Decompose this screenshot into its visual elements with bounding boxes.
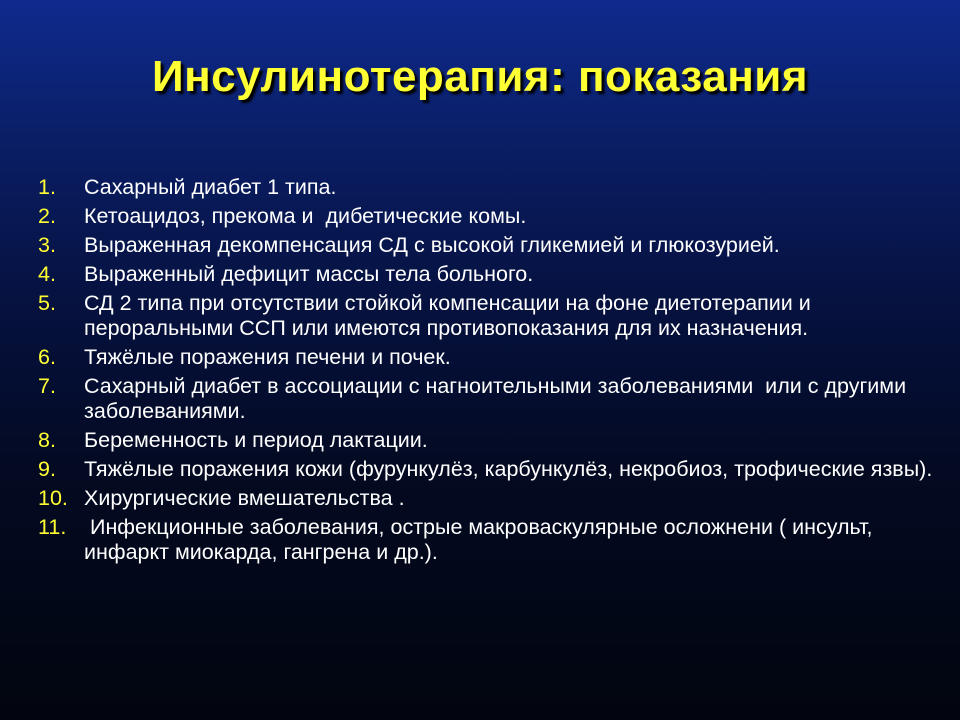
- list-item-number: 3.: [38, 233, 56, 257]
- list-item: [38, 345, 943, 370]
- list-item-number: 9.: [38, 457, 56, 481]
- list-item: [38, 175, 943, 200]
- list-item-number: 2.: [38, 204, 56, 228]
- list-item-text: Выраженная декомпенсация СД с высокой гликемией и глюкозурией.: [84, 233, 780, 257]
- list-item-number: 10.: [38, 486, 68, 510]
- list-item-number: 7.: [38, 374, 56, 398]
- list-item-text: Сахарный диабет в ассоциации с нагноительными заболеваниями или с другими заболеваниями.: [84, 374, 913, 423]
- list-item: [38, 486, 943, 511]
- list-item: [38, 428, 943, 453]
- list-item-text: Тяжёлые поражения печени и почек.: [84, 345, 451, 369]
- list-item: [38, 291, 943, 341]
- list-item-number: 1.: [38, 175, 56, 199]
- list-item-number: 11.: [38, 515, 67, 539]
- list-item-number: 4.: [38, 262, 56, 286]
- list-item: [38, 233, 943, 258]
- list-item-text: Беременность и период лактации.: [84, 428, 428, 452]
- list-item-number: 8.: [38, 428, 56, 452]
- indications-list: [38, 175, 943, 569]
- list-item-text: СД 2 типа при отсутствии стойкой компенсации на фоне диетотерапии и пероральными ССП или имеются противопоказания для их назначения.: [84, 291, 817, 340]
- list-item-number: 6.: [38, 345, 56, 369]
- list-item: [38, 262, 943, 287]
- list-item-text: Тяжёлые поражения кожи (фурункулёз, карбункулёз, некробиоз, трофические язвы).: [84, 457, 933, 481]
- list-item-text: Выраженный дефицит массы тела больного.: [84, 262, 534, 286]
- list-item: [38, 374, 943, 424]
- list-item-text: Инфекционные заболевания, острые макроваскулярные осложнени ( инсульт, инфаркт миокарда, гангрена и др.).: [84, 515, 879, 564]
- list-item-text: Кетоацидоз, прекома и дибетические комы.: [84, 204, 527, 228]
- list-item-text: Хирургические вмешательства .: [84, 486, 405, 510]
- list-item-number: 5.: [38, 291, 56, 315]
- slide-title: Инсулинотерапия: показания: [151, 52, 808, 101]
- list-item: [38, 204, 943, 229]
- list-item-text: Сахарный диабет 1 типа.: [84, 175, 337, 199]
- list-item: [38, 457, 943, 482]
- list-item: [38, 515, 943, 565]
